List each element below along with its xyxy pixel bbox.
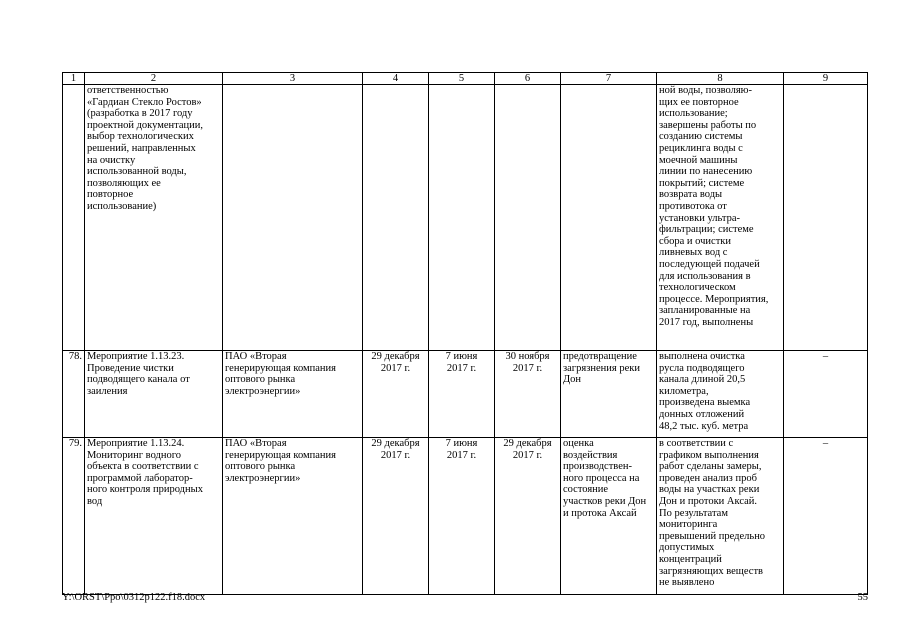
column-number: 1 <box>63 73 85 85</box>
column-number: 8 <box>657 73 784 85</box>
column-number: 3 <box>223 73 363 85</box>
organization-cell: ПАО «Вторая генерирующая компания оптового рынка электроэнергии» <box>223 438 363 595</box>
deadline-cell: 29 декабря 2017 г. <box>363 351 429 438</box>
column-number: 6 <box>495 73 561 85</box>
start-date-cell: 7 июня 2017 г. <box>429 351 495 438</box>
page-number: 55 <box>857 592 868 603</box>
event-cell: Мероприятие 1.13.23. Проведение чистки подводящего канала от заиления <box>85 351 223 438</box>
table-row <box>63 85 868 351</box>
column-number-row <box>63 73 868 85</box>
result-cell: ной воды, позволяю- щих ее повторное использование; завершены работы по созданию системы рециклинга воды с моечной машины линии по нанесению покрытий; системе возврата воды противотока от установки ультра- фильтрации; системе сбора и очистки ливневых вод с последующей подачей для использования в технологическом процессе. Мероприятия, запланированные на 2017 год, выполнены <box>657 85 784 351</box>
note-cell: – <box>784 351 868 438</box>
file-path-footer: Y:\ORST\Ppo\0312p122.f18.docx <box>62 592 206 603</box>
end-date-cell <box>495 85 561 351</box>
end-date-cell: 29 декабря 2017 г. <box>495 438 561 595</box>
table-row <box>63 351 868 438</box>
goal-cell <box>561 85 657 351</box>
event-cell: Мероприятие 1.13.24. Мониторинг водного объекта в соответствии с программой лаборатор- ного контроля природных вод <box>85 438 223 595</box>
goal-cell: оценка воздействия производствен- ного процесса на состояние участков реки Дон и протока Аксай <box>561 438 657 595</box>
result-cell: выполнена очистка русла подводящего канала длиной 20,5 километра, произведена выемка донных отложений 48,2 тыс. куб. метра <box>657 351 784 438</box>
deadline-cell <box>363 85 429 351</box>
row-number <box>63 85 85 351</box>
start-date-cell <box>429 85 495 351</box>
organization-cell <box>223 85 363 351</box>
deadline-cell: 29 декабря 2017 г. <box>363 438 429 595</box>
goal-cell: предотвращение загрязнения реки Дон <box>561 351 657 438</box>
end-date-cell: 30 ноября 2017 г. <box>495 351 561 438</box>
row-number: 79. <box>63 438 85 595</box>
column-number: 2 <box>85 73 223 85</box>
row-number: 78. <box>63 351 85 438</box>
table-row <box>63 438 868 595</box>
column-number: 7 <box>561 73 657 85</box>
organization-cell: ПАО «Вторая генерирующая компания оптового рынка электроэнергии» <box>223 351 363 438</box>
report-table <box>62 72 868 595</box>
start-date-cell: 7 июня 2017 г. <box>429 438 495 595</box>
note-cell: – <box>784 438 868 595</box>
event-cell: ответственностью «Гардиан Стекло Ростов» (разработка в 2017 году проектной документации, выбор технологических решений, направленных на очистку использованной воды, позволяющих ее повторное использование) <box>85 85 223 351</box>
note-cell <box>784 85 868 351</box>
column-number: 4 <box>363 73 429 85</box>
column-number: 9 <box>784 73 868 85</box>
column-number: 5 <box>429 73 495 85</box>
result-cell: в соответствии с графиком выполнения работ сделаны замеры, проведен анализ проб воды на участках реки Дон и протоки Аксай. По результатам мониторинга превышений предельно допустимых концентраций загрязняющих веществ не выявлено <box>657 438 784 595</box>
